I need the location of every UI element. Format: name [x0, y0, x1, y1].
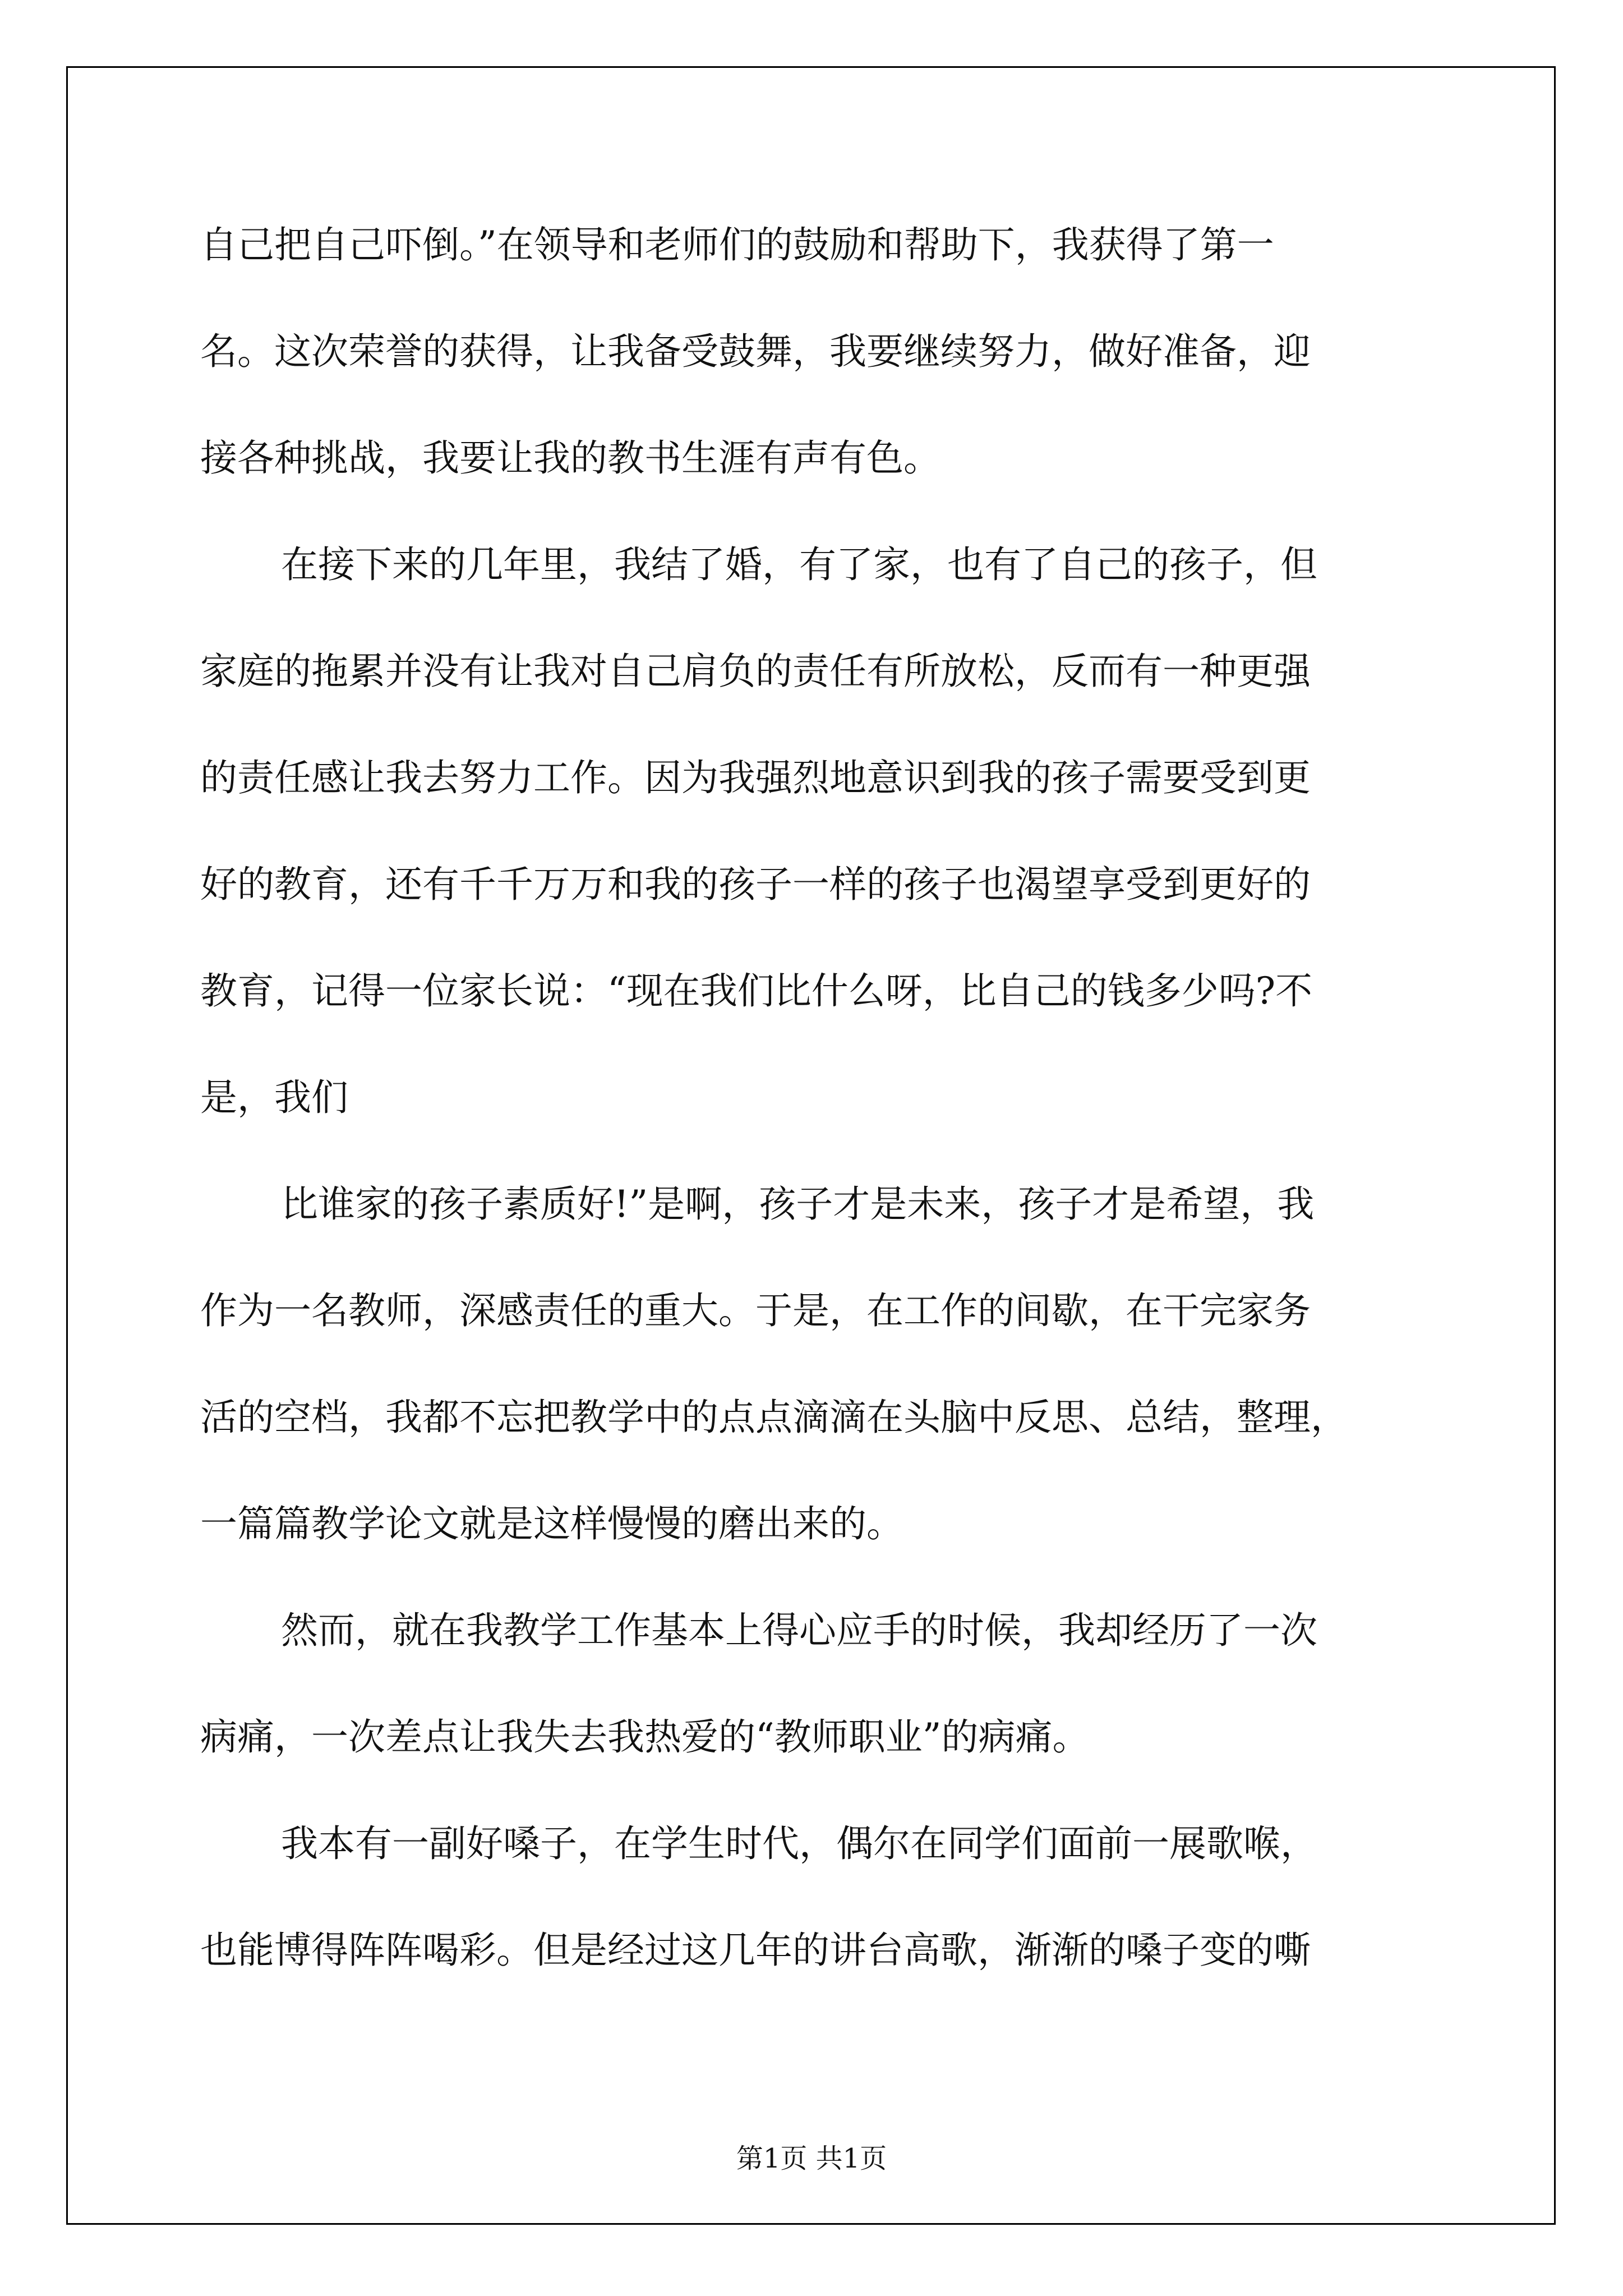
text-line: 作为一名教师，深感责任的重大。于是，在工作的间歇，在干完家务 — [200, 1289, 1311, 1332]
text-line: 教育，记得一位家长说：“现在我们比什么呀，比自己的钱多少吗?不 — [200, 969, 1313, 1013]
text-line: 活的空档，我都不忘把教学中的点点滴滴在头脑中反思、总结，整理， — [200, 1396, 1348, 1439]
page-border — [66, 66, 1556, 2225]
text-line: 好的教育，还有千千万万和我的孩子一样的孩子也渴望享受到更好的 — [200, 863, 1311, 906]
paragraph-first-line: 我本有一副好嗓子，在学生时代，偶尔在同学们面前一展歌喉， — [281, 1822, 1317, 1865]
text-line: 的责任感让我去努力工作。因为我强烈地意识到我的孩子需要受到更 — [200, 756, 1311, 799]
paragraph-first-line: 比谁家的孩子素质好!”是啊，孩子才是未来，孩子才是希望，我 — [281, 1182, 1315, 1226]
text-line: 自己把自己吓倒。”在领导和老师们的鼓励和帮助下，我获得了第一 — [200, 223, 1274, 266]
text-line: 家庭的拖累并没有让我对自己肩负的责任有所放松，反而有一种更强 — [200, 650, 1311, 693]
page-number-footer: 第1页 共1页 — [736, 2143, 887, 2174]
text-line: 接各种挑战，我要让我的教书生涯有声有色。 — [200, 436, 940, 480]
text-line: 也能博得阵阵喝彩。但是经过这几年的讲台高歌，渐渐的嗓子变的嘶 — [200, 1929, 1311, 1972]
paragraph-first-line: 然而，就在我教学工作基本上得心应手的时候，我却经历了一次 — [281, 1609, 1317, 1652]
text-line: 一篇篇教学论文就是这样慢慢的磨出来的。 — [200, 1502, 903, 1545]
text-line: 名。这次荣誉的获得，让我备受鼓舞，我要继续努力，做好准备，迎 — [200, 330, 1311, 373]
text-line: 病痛，一次差点让我失去我热爱的“教师职业”的病痛。 — [200, 1715, 1090, 1759]
text-line: 是，我们 — [200, 1076, 348, 1119]
paragraph-first-line: 在接下来的几年里，我结了婚，有了家，也有了自己的孩子，但 — [281, 543, 1317, 586]
